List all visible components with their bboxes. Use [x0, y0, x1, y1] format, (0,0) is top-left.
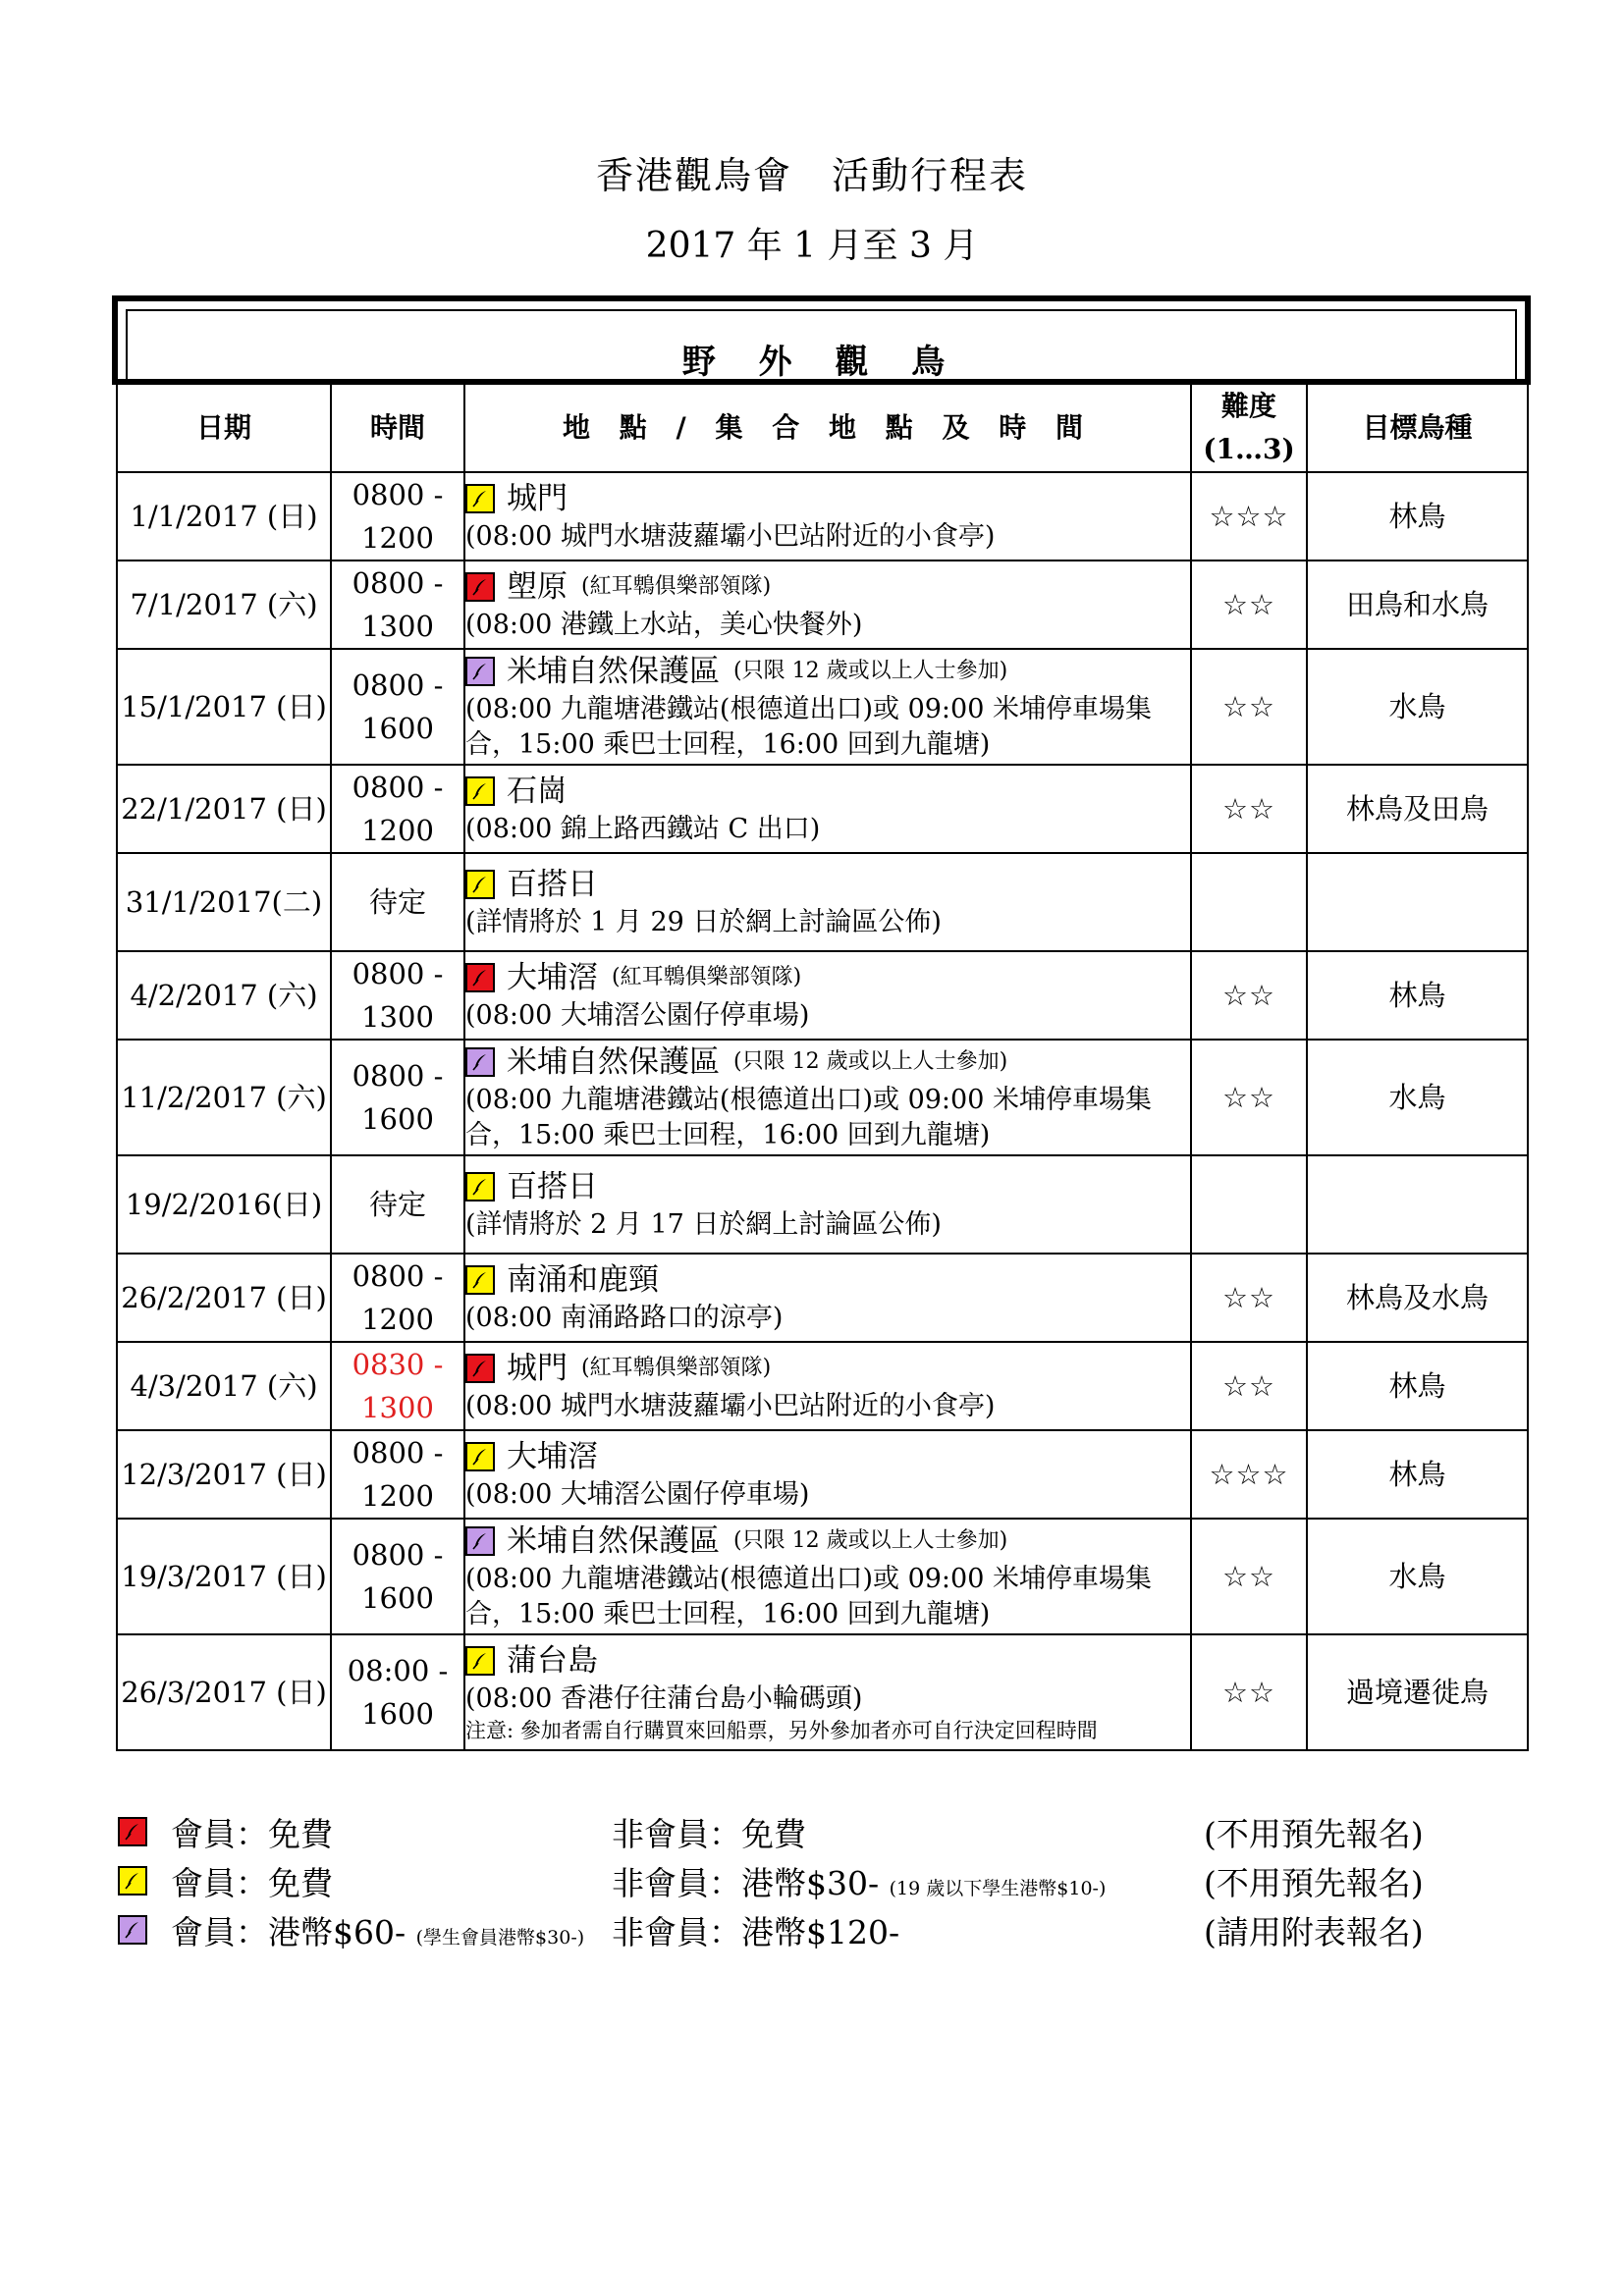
row-time: [331, 853, 464, 951]
legend-member-fee: [171, 1809, 333, 1855]
row-date: 26/2/2017 (日): [117, 1254, 331, 1342]
row-date: 4/2/2017 (六): [117, 951, 331, 1040]
row-place-name: 城門: [507, 481, 568, 516]
row-place-heading: [465, 957, 1190, 998]
row-time-end: 1200: [361, 814, 434, 847]
row-species: 林鳥: [1307, 1342, 1528, 1430]
row-difficulty: ☆☆: [1191, 561, 1307, 649]
legend-registration: (請用附表報名): [1204, 1913, 1424, 1951]
row-time-start: 0800 -: [352, 566, 444, 600]
legend-registration: (不用預先報名): [1204, 1815, 1424, 1853]
legend-nonmember-text: 非會員：港幣$120-: [612, 1913, 900, 1951]
row-place-note: (紅耳鵯俱樂部領隊): [581, 1356, 772, 1380]
row-time: [331, 1155, 464, 1254]
section-title: 野 外 觀 鳥: [126, 309, 1517, 379]
row-time-start: 待定: [368, 1188, 426, 1221]
row-time-start: 0800 -: [352, 957, 444, 990]
schedule-table: [116, 383, 1529, 1751]
row-place-note: (紅耳鵯俱樂部領隊): [581, 574, 772, 599]
legend-row: [116, 1858, 1530, 1907]
row-place-note: (紅耳鵯俱樂部領隊): [612, 965, 802, 989]
row-time-start: 0830 -: [352, 1348, 444, 1381]
row-place-note: (只限 12 歲或以上人士參加): [733, 1049, 1008, 1074]
row-meeting-detail: (詳情將於 2 月 17 日於網上討論區公佈): [465, 1209, 942, 1240]
table-row: [117, 1519, 1528, 1634]
row-difficulty: ☆☆: [1191, 1254, 1307, 1342]
row-time-end: 1200: [361, 1479, 434, 1513]
row-date: 11/2/2017 (六): [117, 1040, 331, 1155]
row-place-heading: [465, 478, 1190, 519]
bird-feather-red-icon: [465, 963, 495, 992]
row-place: [464, 951, 1191, 1040]
row-difficulty: ☆☆: [1191, 1040, 1307, 1155]
bird-feather-purple-icon: [465, 657, 495, 686]
row-date: 4/3/2017 (六): [117, 1342, 331, 1430]
row-time-start: 08:00 -: [347, 1654, 449, 1687]
row-time-end: 1200: [361, 521, 434, 555]
header-time: 時間: [331, 384, 464, 472]
row-place-heading: [465, 1521, 1190, 1562]
row-place: [464, 472, 1191, 561]
row-place: [464, 1040, 1191, 1155]
row-remark: 注意: 參加者需自行購買來回船票，另外參加者亦可自行決定回程時間: [465, 1719, 1098, 1742]
row-meeting-detail: (詳情將於 1 月 29 日於網上討論區公佈): [465, 907, 942, 937]
row-place-heading: [465, 1041, 1190, 1083]
row-meeting-detail: (08:00 香港仔往蒲台島小輪碼頭): [465, 1683, 863, 1714]
row-time-end: 1300: [361, 1391, 434, 1424]
row-time: [331, 1040, 464, 1155]
section-frame: [112, 295, 1531, 385]
row-species: 林鳥: [1307, 1430, 1528, 1519]
row-meeting-detail: (08:00 城門水塘菠蘿壩小巴站附近的小食亭): [465, 521, 996, 552]
row-species: 林鳥: [1307, 951, 1528, 1040]
row-meeting-detail: (08:00 城門水塘菠蘿壩小巴站附近的小食亭): [465, 1391, 996, 1421]
row-date: 19/3/2017 (日): [117, 1519, 331, 1634]
row-difficulty: ☆☆: [1191, 1519, 1307, 1634]
row-time-start: 待定: [368, 885, 426, 919]
row-time-end: 1300: [361, 610, 434, 643]
bird-feather-yellow-icon: [465, 1265, 495, 1295]
row-place-name: 大埔滘: [507, 1439, 598, 1474]
header-place: 地 點 / 集 合 地 點 及 時 間: [464, 384, 1191, 472]
fee-legend: [116, 1809, 1530, 1956]
page-subtitle: 2017 年 1 月至 3 月: [645, 226, 979, 266]
row-place-name: 百搭日: [507, 1169, 598, 1204]
row-time-end: 1600: [361, 1102, 434, 1136]
row-species: 過境遷徙鳥: [1307, 1634, 1528, 1750]
row-time-start: 0800 -: [352, 1538, 444, 1572]
row-time-end: 1600: [361, 712, 434, 745]
header-difficulty-label: 難度: [1220, 390, 1276, 422]
legend-member-text: 會員：免費: [171, 1815, 333, 1853]
row-place-note: (只限 12 歲或以上人士參加): [733, 659, 1008, 683]
row-place: [464, 1254, 1191, 1342]
table-row: [117, 1634, 1528, 1750]
row-place-heading: [465, 1166, 1190, 1207]
row-date: 7/1/2017 (六): [117, 561, 331, 649]
row-place-heading: [465, 1259, 1190, 1301]
legend-member-fee: [171, 1858, 333, 1904]
row-time: [331, 1430, 464, 1519]
bird-feather-yellow-icon: [465, 484, 495, 513]
row-time: [331, 765, 464, 853]
legend-member-note: (學生會員港幣$30-): [415, 1927, 585, 1949]
row-meeting-detail: (08:00 九龍塘港鐵站(根德道出口)或 09:00 米埔停車場集合，15:00 乘巴士回程，16:00 回到九龍塘): [465, 1085, 1152, 1150]
row-place: [464, 1430, 1191, 1519]
bird-feather-yellow-icon: [118, 1866, 147, 1896]
legend-nonmember-note: (19 歲以下學生港幣$10-): [889, 1878, 1107, 1899]
page-title: 香港觀鳥會 活動行程表: [595, 154, 1028, 197]
row-place-name: 大埔滘: [507, 960, 598, 995]
bird-feather-yellow-icon: [465, 1646, 495, 1676]
row-time-end: 1200: [361, 1303, 434, 1336]
legend-row: [116, 1809, 1530, 1858]
row-date: 1/1/2017 (日): [117, 472, 331, 561]
header-species: 目標鳥種: [1307, 384, 1528, 472]
table-row: [117, 951, 1528, 1040]
row-time: [331, 472, 464, 561]
row-species: 林鳥及水鳥: [1307, 1254, 1528, 1342]
row-meeting-detail: (08:00 港鐵上水站，美心快餐外): [465, 610, 863, 640]
row-difficulty: [1191, 853, 1307, 951]
schedule-rows: [117, 472, 1528, 1750]
row-species: 水鳥: [1307, 649, 1528, 765]
table-header-row: [117, 384, 1528, 472]
row-time-start: 0800 -: [352, 771, 444, 804]
row-date: 19/2/2016(日): [117, 1155, 331, 1254]
row-place: [464, 1634, 1191, 1750]
row-place: [464, 853, 1191, 951]
table-row: [117, 1430, 1528, 1519]
legend-nonmember-fee: [612, 1858, 1106, 1904]
bird-feather-yellow-icon: [465, 776, 495, 806]
row-place-heading: [465, 1436, 1190, 1477]
row-time-start: 0800 -: [352, 1059, 444, 1093]
row-time: [331, 561, 464, 649]
row-date: 12/3/2017 (日): [117, 1430, 331, 1519]
row-meeting-detail: (08:00 九龍塘港鐵站(根德道出口)或 09:00 米埔停車場集合，15:00 乘巴士回程，16:00 回到九龍塘): [465, 1564, 1152, 1629]
row-time: [331, 1254, 464, 1342]
row-species: [1307, 853, 1528, 951]
row-species: 林鳥: [1307, 472, 1528, 561]
row-difficulty: ☆☆☆: [1191, 1430, 1307, 1519]
row-species: 田鳥和水鳥: [1307, 561, 1528, 649]
row-difficulty: ☆☆: [1191, 1634, 1307, 1750]
row-place-heading: [465, 1348, 1190, 1389]
row-difficulty: ☆☆: [1191, 951, 1307, 1040]
row-place: [464, 561, 1191, 649]
row-place-heading: [465, 566, 1190, 608]
row-meeting-detail: (08:00 九龍塘港鐵站(根德道出口)或 09:00 米埔停車場集合，15:00 乘巴士回程，16:00 回到九龍塘): [465, 694, 1152, 760]
row-difficulty: ☆☆☆: [1191, 472, 1307, 561]
table-row: [117, 1040, 1528, 1155]
row-time-end: 1600: [361, 1697, 434, 1731]
row-place-name: 城門: [507, 1351, 568, 1386]
table-row: [117, 1254, 1528, 1342]
row-time: [331, 1342, 464, 1430]
row-time: [331, 951, 464, 1040]
bird-feather-purple-icon: [465, 1047, 495, 1077]
row-date: 15/1/2017 (日): [117, 649, 331, 765]
row-place-note: (只限 12 歲或以上人士參加): [733, 1528, 1008, 1553]
row-species: 水鳥: [1307, 1040, 1528, 1155]
legend-nonmember-fee: [612, 1809, 806, 1855]
row-time: [331, 649, 464, 765]
row-species: [1307, 1155, 1528, 1254]
table-row: [117, 561, 1528, 649]
row-difficulty: [1191, 1155, 1307, 1254]
table-row: [117, 1342, 1528, 1430]
legend-member-fee: [171, 1907, 584, 1953]
row-time-end: 1300: [361, 1000, 434, 1034]
table-row: [117, 765, 1528, 853]
row-place: [464, 765, 1191, 853]
row-place-heading: [465, 651, 1190, 692]
row-place-name: 塱原: [507, 569, 568, 605]
bird-feather-red-icon: [118, 1817, 147, 1846]
row-difficulty: ☆☆: [1191, 765, 1307, 853]
legend-member-text: 會員：港幣$60-: [171, 1913, 406, 1951]
legend-nonmember-text: 非會員：港幣$30-: [612, 1864, 880, 1902]
row-meeting-detail: (08:00 大埔滘公園仔停車場): [465, 1479, 810, 1510]
table-row: [117, 853, 1528, 951]
row-place-name: 蒲台島: [507, 1643, 598, 1679]
legend-nonmember-fee: [612, 1907, 899, 1953]
row-place-heading: [465, 771, 1190, 812]
row-time-start: 0800 -: [352, 668, 444, 702]
row-place: [464, 1342, 1191, 1430]
bird-feather-yellow-icon: [465, 1442, 495, 1471]
row-place-name: 米埔自然保護區: [507, 1523, 720, 1559]
table-row: [117, 1155, 1528, 1254]
row-date: 26/3/2017 (日): [117, 1634, 331, 1750]
header-difficulty-range: (1…3): [1203, 433, 1295, 465]
row-difficulty: ☆☆: [1191, 1342, 1307, 1430]
row-time-start: 0800 -: [352, 1436, 444, 1469]
row-place-name: 米埔自然保護區: [507, 1044, 720, 1080]
row-place-heading: [465, 1640, 1190, 1682]
row-place-name: 南涌和鹿頸: [507, 1262, 659, 1298]
header-difficulty: [1191, 384, 1307, 472]
row-time: [331, 1634, 464, 1750]
table-row: [117, 649, 1528, 765]
row-species: 林鳥及田鳥: [1307, 765, 1528, 853]
row-place-heading: [465, 864, 1190, 905]
row-date: 31/1/2017(二): [117, 853, 331, 951]
bird-feather-red-icon: [465, 572, 495, 602]
row-place-name: 百搭日: [507, 867, 598, 902]
row-place: [464, 1519, 1191, 1634]
row-place: [464, 1155, 1191, 1254]
row-time: [331, 1519, 464, 1634]
legend-nonmember-text: 非會員：免費: [612, 1815, 806, 1853]
bird-feather-yellow-icon: [465, 1172, 495, 1201]
bird-feather-purple-icon: [118, 1915, 147, 1945]
row-difficulty: ☆☆: [1191, 649, 1307, 765]
row-place-name: 米埔自然保護區: [507, 654, 720, 689]
bird-feather-red-icon: [465, 1354, 495, 1383]
row-place: [464, 649, 1191, 765]
row-species: 水鳥: [1307, 1519, 1528, 1634]
bird-feather-purple-icon: [465, 1526, 495, 1556]
row-place-name: 石崗: [507, 774, 568, 809]
legend-member-text: 會員：免費: [171, 1864, 333, 1902]
row-time-start: 0800 -: [352, 478, 444, 511]
legend-registration: (不用預先報名): [1204, 1864, 1424, 1902]
legend-row: [116, 1907, 1530, 1956]
row-meeting-detail: (08:00 南涌路路口的涼亭): [465, 1303, 784, 1333]
row-date: 22/1/2017 (日): [117, 765, 331, 853]
bird-feather-yellow-icon: [465, 870, 495, 899]
header-date: 日期: [117, 384, 331, 472]
row-meeting-detail: (08:00 錦上路西鐵站 C 出口): [465, 814, 821, 844]
table-row: [117, 472, 1528, 561]
row-time-end: 1600: [361, 1581, 434, 1615]
row-meeting-detail: (08:00 大埔滘公園仔停車場): [465, 1000, 810, 1031]
row-time-start: 0800 -: [352, 1259, 444, 1293]
